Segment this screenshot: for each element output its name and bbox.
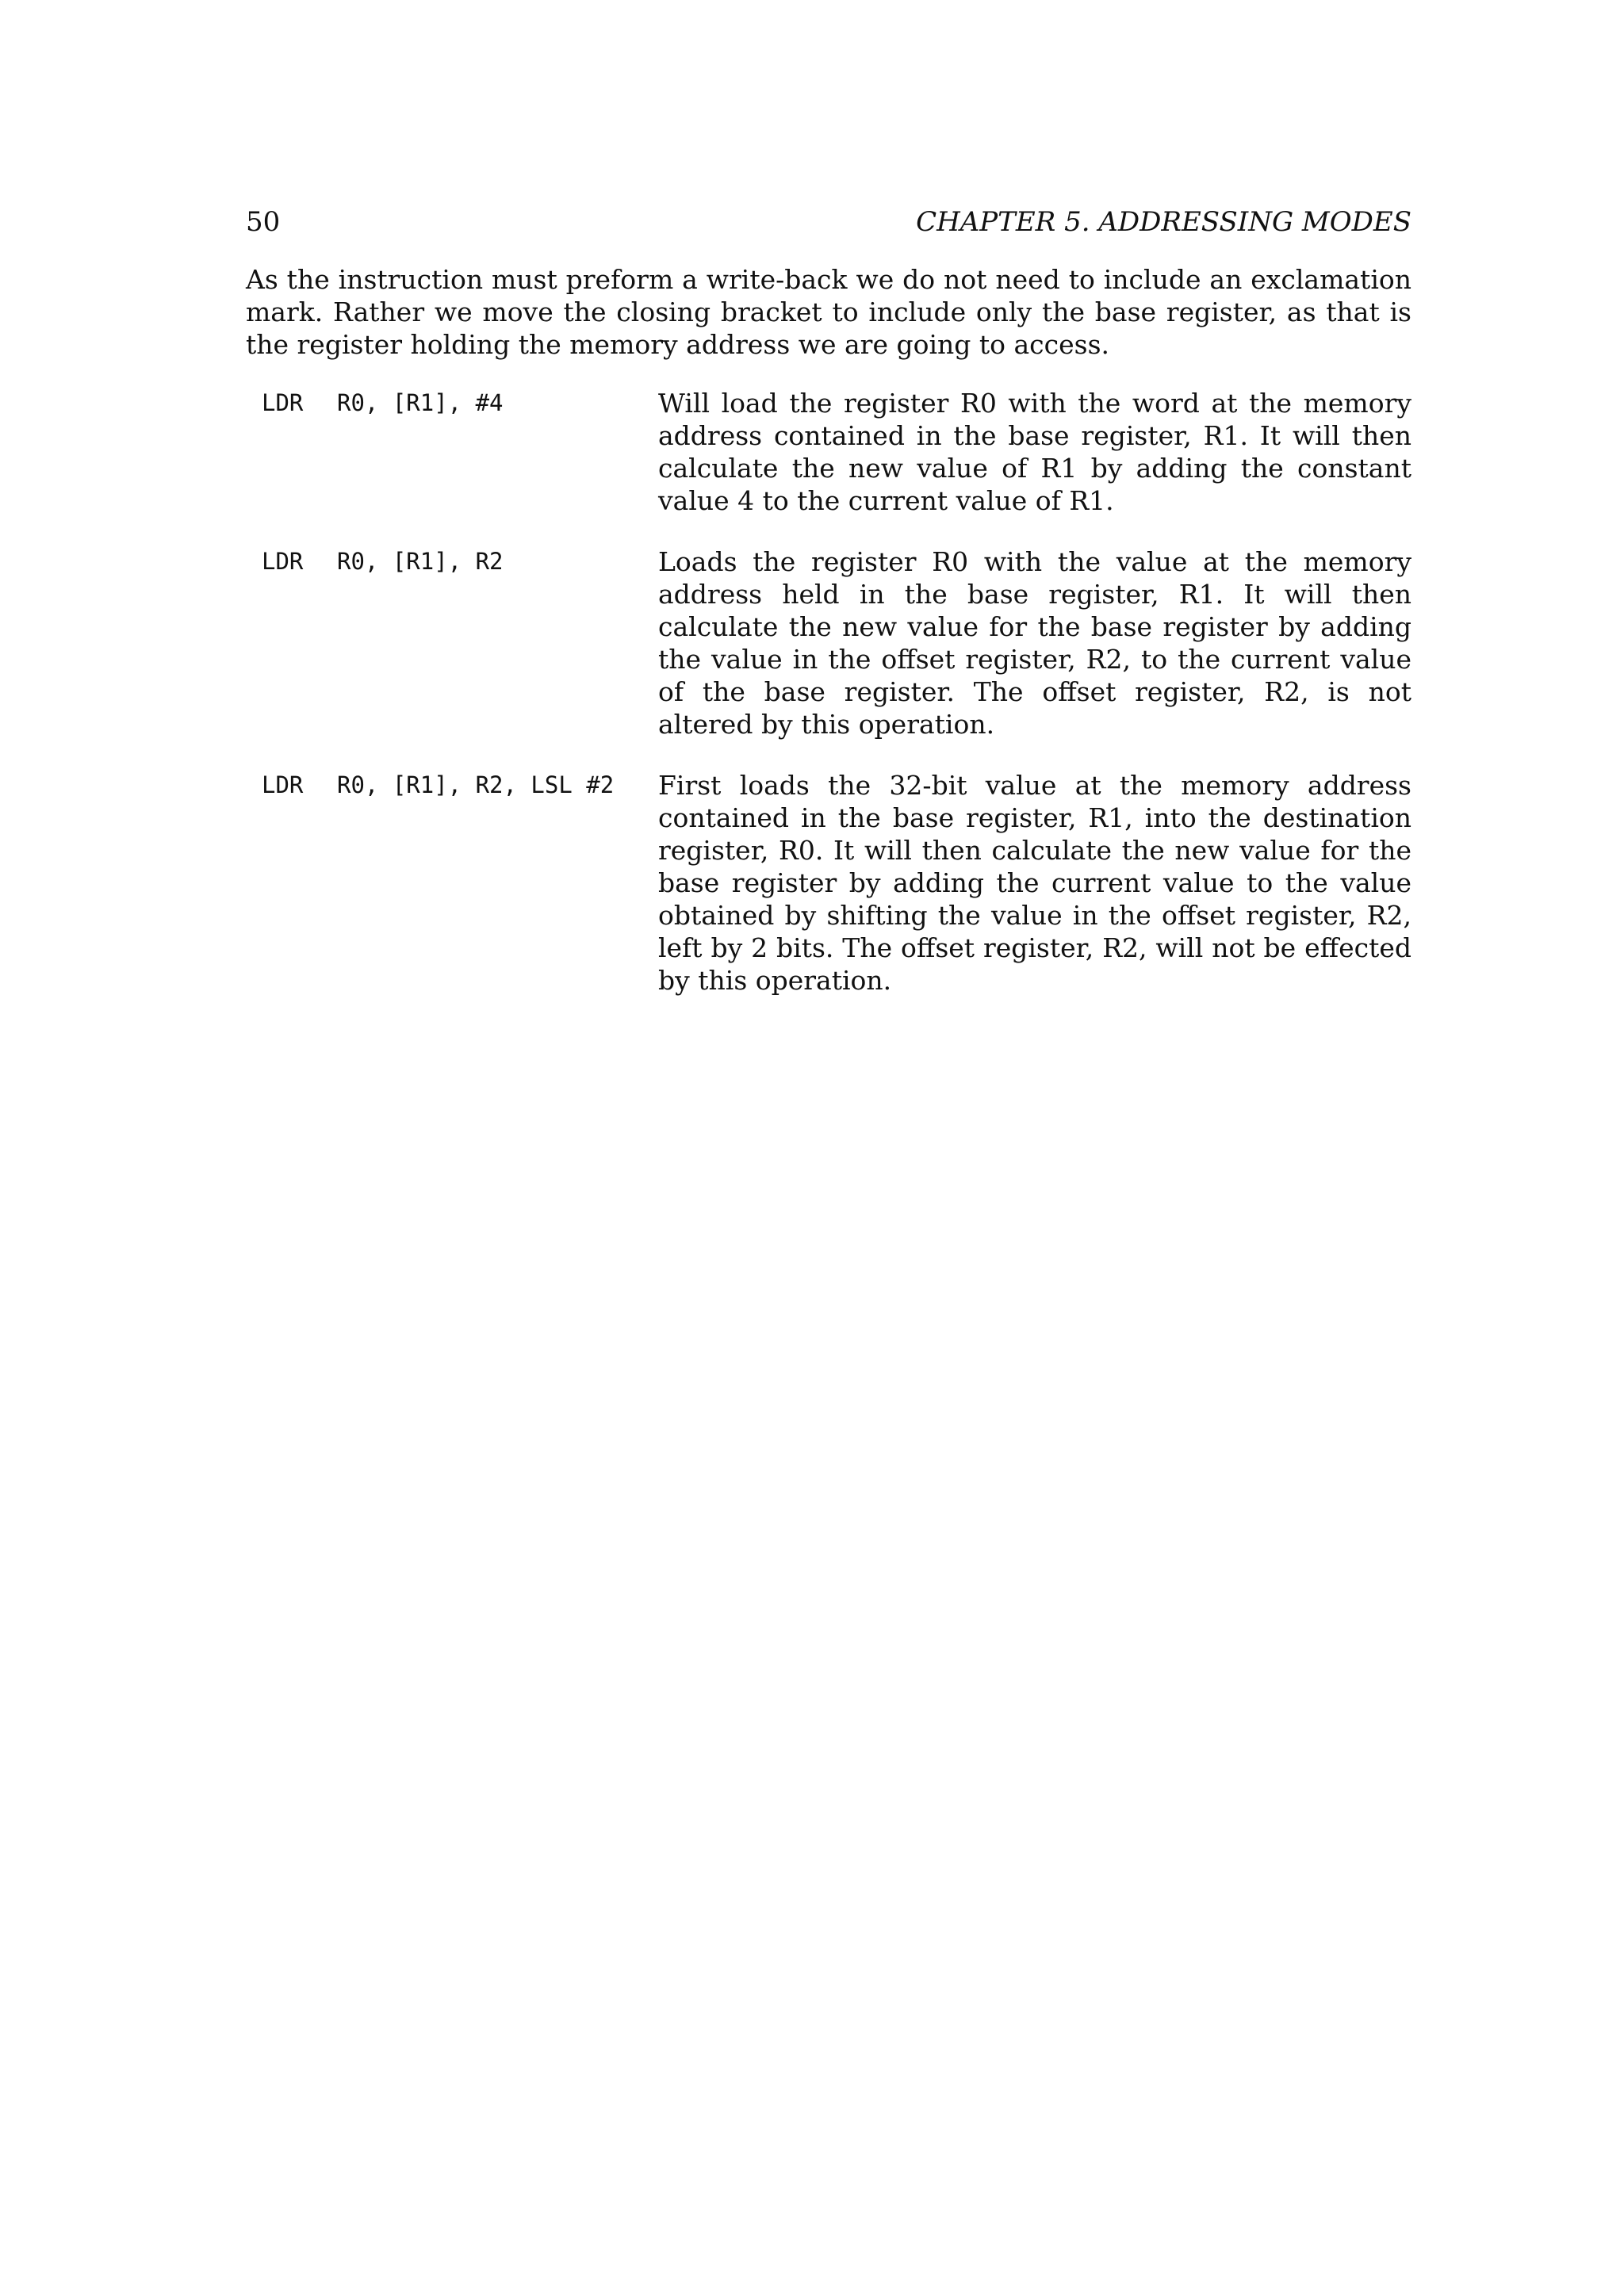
instruction-code xyxy=(246,769,658,802)
instruction-item xyxy=(246,387,1411,517)
instruction-code xyxy=(246,545,658,578)
instruction-list xyxy=(246,387,1411,997)
running-header xyxy=(246,198,1411,246)
chapter-title: CHAPTER 5. ADDRESSING MODES xyxy=(916,206,1411,238)
instruction-operands: R0, [R1], #4 xyxy=(337,389,504,416)
instruction-description: Loads the register R0 with the value at the memory address held in the base register, R1. It will then calculate the new value for the base register by adding the value in the offset register, R2, to the current value of the base register. The offset register, R2, is not altered by this operation. xyxy=(658,546,1411,740)
instruction-code xyxy=(246,387,658,419)
instruction-mnemonic: LDR xyxy=(262,389,304,416)
instruction-description: Will load the register R0 with the word at the memory address contained in the base register, R1. It will then calculate the new value of R1 by adding the constant value 4 to the current value of R1. xyxy=(658,388,1411,516)
instruction-operands: R0, [R1], R2, LSL #2 xyxy=(337,771,615,798)
instruction-operands: R0, [R1], R2 xyxy=(337,548,504,575)
instruction-description: First loads the 32-bit value at the memory address contained in the base register, R1, into the destination register, R0. It will then calculate the new value for the base register by adding the current value to the value obtained by shifting the value in the offset register, R2, left by 2 bits. The offset register, R2, will not be effected by this operation. xyxy=(658,770,1411,996)
intro-paragraph: As the instruction must preform a write-back we do not need to include an exclamation mark. Rather we move the closing bracket to include only the base register, as that is the register holding the memory address we are going to access. xyxy=(246,264,1411,360)
instruction-mnemonic: LDR xyxy=(262,548,304,575)
instruction-item xyxy=(246,545,1411,740)
page-number: 50 xyxy=(246,206,281,238)
instruction-item xyxy=(246,769,1411,997)
instruction-mnemonic: LDR xyxy=(262,771,304,798)
page-content xyxy=(246,198,1411,1025)
